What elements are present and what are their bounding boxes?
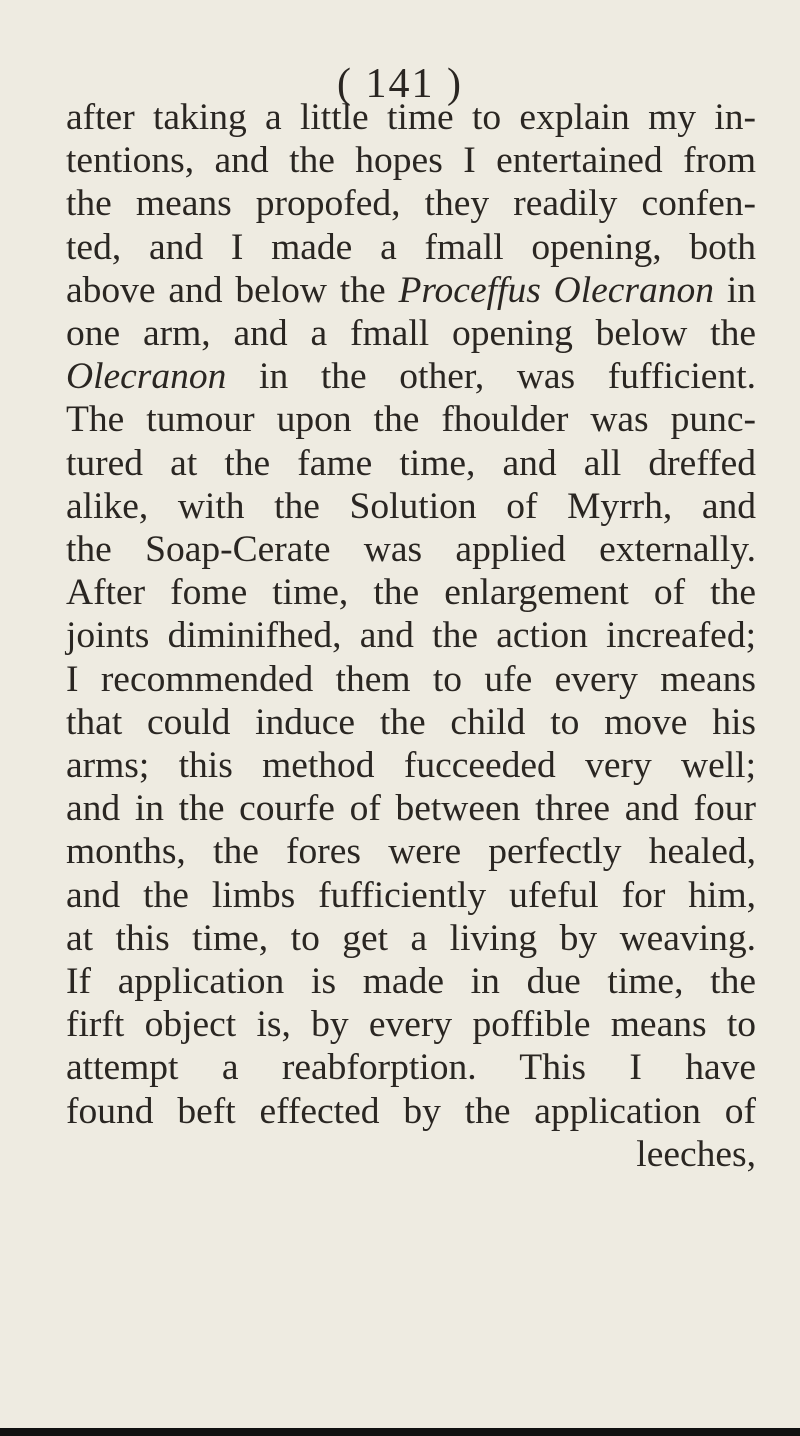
text-line: months, the fores were perfectly healed, [66, 831, 756, 873]
text-line: ted, and I made a fmall opening, both [66, 226, 756, 268]
text-line: I recommended them to ufe every means [66, 658, 756, 700]
page-edge-divider [0, 1428, 800, 1436]
text-line: Olecranon in the other, was fufficient. [66, 356, 756, 398]
latin-term: Proceffus Olecranon [398, 269, 714, 311]
text-line: at this time, to get a living by weaving. [66, 917, 756, 959]
text-line: after taking a little time to explain my in- [66, 97, 756, 138]
text-line: alike, with the Solution of Myrrh, and [66, 485, 756, 527]
text-line: After fome time, the enlargement of the [66, 572, 756, 614]
text-line: tured at the fame time, and all dreffed [66, 442, 756, 484]
text-line: joints diminifhed, and the action increafed; [66, 615, 756, 657]
text-line: and the limbs fufficiently ufeful for him, [66, 874, 756, 916]
text-line: arms; this method fucceeded very well; [66, 745, 756, 787]
text-line: that could induce the child to move his [66, 701, 756, 743]
text-line: one arm, and a fmall opening below the [66, 313, 756, 355]
body-text [66, 96, 756, 1176]
page-number-header: ( 141 ) [337, 61, 463, 107]
latin-term: Olecranon [66, 356, 227, 398]
text-line: tentions, and the hopes I entertained from [66, 140, 756, 182]
text-line: The tumour upon the fhoulder was punc- [66, 399, 756, 441]
text-line: attempt a reabforption. This I have [66, 1047, 756, 1089]
text-line: above and below the Proceffus Olecranon in [66, 269, 756, 311]
text-line: the means propofed, they readily confen- [66, 183, 756, 225]
catchword: leeches, [636, 1133, 756, 1175]
text-line: found beft effected by the application of [66, 1090, 756, 1132]
text-line: firft object is, by every poffible means to [66, 1004, 756, 1046]
text-line: and in the courfe of between three and four [66, 788, 756, 830]
text-line: the Soap-Cerate was applied externally. [66, 529, 756, 571]
text-line: If application is made in due time, the [66, 961, 756, 1003]
